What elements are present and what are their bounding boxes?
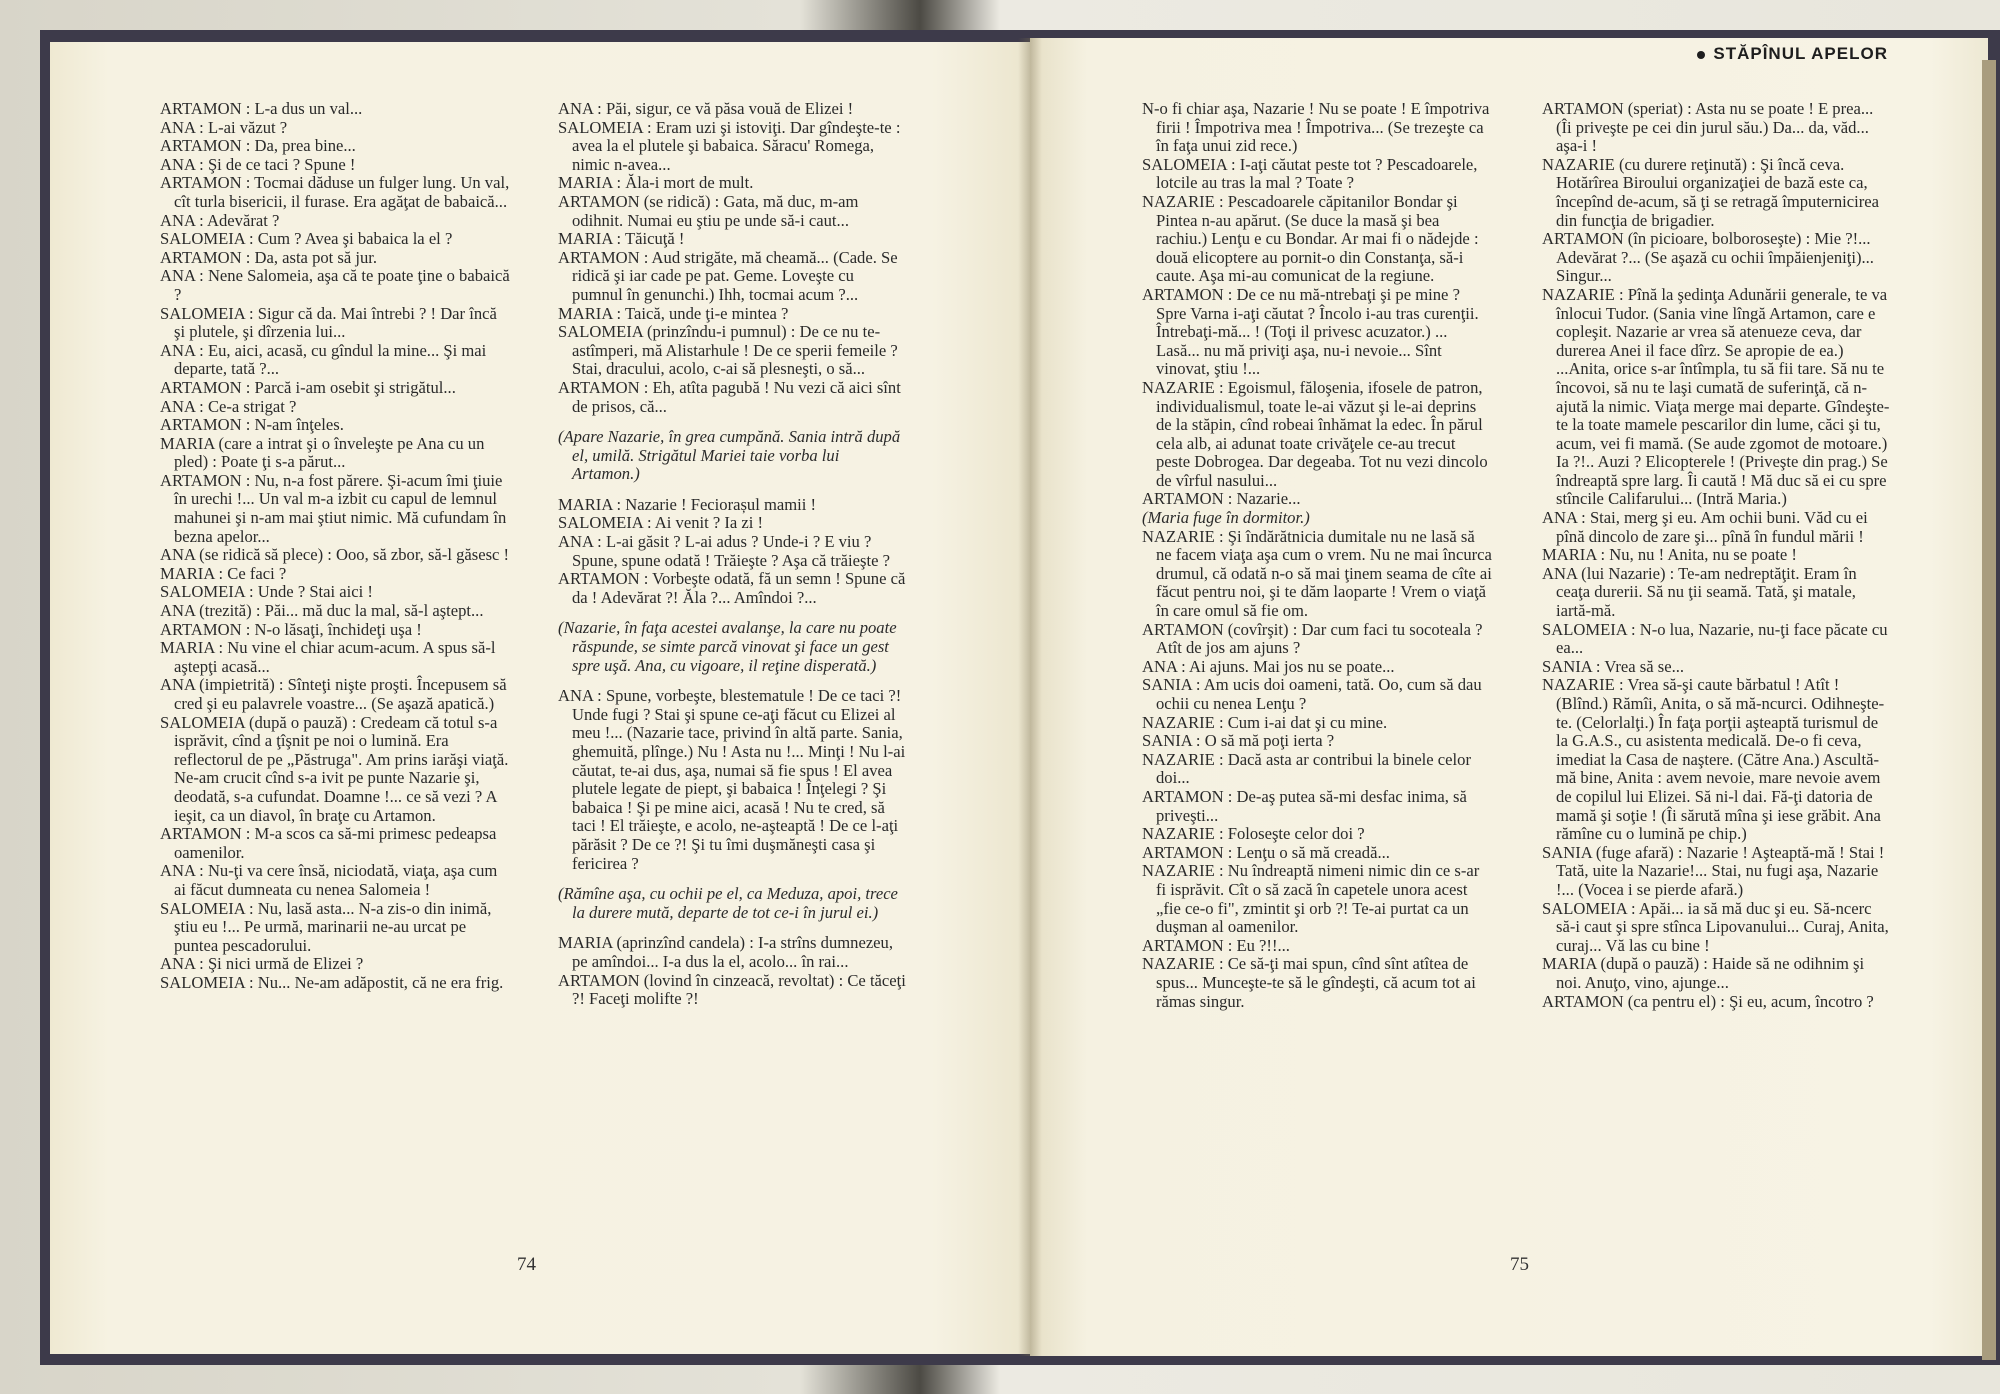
dialogue-line: ARTAMON : Lenţu o să mă creadă... [1142,842,1390,862]
dialogue-line: ARTAMON : N-am înţeles. [160,415,344,435]
dialogue-line: MARIA : Nazarie ! Feciorașul mamii ! [558,494,817,514]
dialogue-line: ARTAMON : Nazarie... [1142,489,1301,509]
dialogue-line: ANA : Şi nici urmă de Elizei ? [160,954,364,974]
dialogue-line: SALOMEIA : Eram uzi şi istoviţi. Dar gîndeşte-te : avea la el plutele şi babaica. Săracu' Romega, nimic n-avea... [558,117,901,174]
dialogue-line: SANIA : O să mă poţi ierta ? [1142,731,1335,751]
dialogue-line: ANA (lui Nazarie) : Te-am nedreptăţit. Eram în ceaţa durerii. Să nu ţii seamă. Tată, şi matale, iartă-mă. [1542,563,1857,621]
dialogue-line: MARIA (aprinzînd candela) : I-a strîns dumnezeu, pe amîndoi... I-a dus la el, acolo... în rai... [558,933,893,971]
dialogue-line: ARTAMON : Parcă i-am osebit şi strigătul... [160,377,456,397]
running-header: STĂPÎNUL APELOR [1697,44,1888,64]
dialogue-line: NAZARIE : Pescadoarele căpitanilor Bondar şi Pintea n-au apărut. (Se duce la masă şi bea rachiu.) Lenţu e cu Bondar. Ar mai fi o nădejde : două elicoptere au pornit-o din Constanţa, să-i caute. Aşa mi-au comunicat de la regiune. [1142,191,1479,286]
dialogue-line: SALOMEIA : Unde ? Stai aici ! [160,582,373,602]
bullet-icon [1697,51,1705,59]
dialogue-line: SALOMEIA : I-aţi căutat peste tot ? Pescadoarele, lotcile au tras la mal ? Toate ? [1142,154,1478,193]
dialogue-line: ARTAMON (lovind în cinzeacă, revoltat) : Ce tăceţi ?! Faceţi molifte ?! [558,970,906,1009]
dialogue-line: ARTAMON : Da, asta pot să jur. [160,247,378,267]
dialogue-line: MARIA : Nu vine el chiar acum-acum. A spus să-l aştepţi acasă... [160,638,496,676]
dialogue-line: ANA : Păi, sigur, ce vă păsa vouă de Elizei ! [558,99,854,118]
dialogue-line: SALOMEIA (prinzîndu-i pumnul) : De ce nu te-astîmperi, mă Alistarhule ! De ce sperii femeile ? Stai, dracului, acolo, c-ai să plesneşti, o să... [558,322,898,379]
dialogue-line: ANA : Adevărat ? [160,210,280,230]
dialogue-line: ANA : Stai, merg şi eu. Am ochii buni. Văd cu ei pînă dincolo de zare şi... pînă în fundul mării ! [1542,508,1868,546]
stage-direction: (Apare Nazarie, în grea cumpănă. Sania intră după el, umilă. Strigătul Mariei taie vorba lui Artamon.) [558,427,901,484]
dialogue-line: NAZARIE : Pînă la şedinţa Adunării generale, te va înlocui Tudor. (Sania vine lîngă Artamon, care e copleşit. Nazarie ar vrea să atenueze ceva, dar durerea Anei il face dîrz. Se apropie de ea.) ...Anita, orice s-ar întîmpla, tu să fii tare. Să nu te încovoi, să nu te laşi cumată de suferinţă, că n-ajută la nimic. Viaţa merge mai departe. Gîndeşte-te la toate mamele pescarilor din lume, căci şi tu, acum, vei fi mamă. (Se aude zgomot de motoare.) Ia ?!.. Auzi ? Elicopterele ! (Priveşte din prag.) Se îndreaptă spre larg. Îi caută ! Mă duc să ei cu spre stîncile Califarului... (Intră Maria.) [1542,284,1890,509]
dialogue-line: ARTAMON (în picioare, bolboroseşte) : Mie ?!... Adevărat ?... (Se aşază cu ochii împăienjeniţi)... Singur... [1542,229,1874,286]
column-4 [1542,100,1892,1011]
dialogue-line: NAZARIE : Vrea să-şi caute bărbatul ! Atît ! (Blînd.) Rămîi, Anita, o să mă-ncurci. Odihneşte-te. (Celorlalţi.) În faţa porţii aşteaptă turismul de la G.A.S., cu asistenta medicală. De-o fi ceva, imediat la Casa de naştere. (Către Ana.) Ascultă-mă bine, Anita : avem nevoie, mare nevoie avem de copilul lui Elizei. Să ni-l dai. Fă-ţi datoria de mamă şi soţie ! (Îi sărută mîna şi iese grăbit. Ana rămîne cu o lumină pe chip.) [1542,675,1885,844]
dialogue-line: ARTAMON (se ridică) : Gata, mă duc, m-am odihnit. Numai eu ştiu pe unde să-i caut... [558,191,859,230]
column-1 [160,100,510,993]
dialogue-line: ARTAMON : L-a dus un val... [160,99,363,118]
dialogue-line: ANA : Ce-a strigat ? [160,396,297,416]
book-spine [1018,38,1042,1356]
page-number-right: 75 [1510,1254,1529,1275]
dialogue-line: SALOMEIA : Nu... Ne-am adăpostit, că ne era frig. [160,972,504,992]
dialogue-line: MARIA : Taică, unde ţi-e mintea ? [558,303,789,323]
dialogue-line: MARIA (care a intrat şi o înveleşte pe Ana cu un pled) : Poate ţi s-a părut... [160,433,485,472]
dialogue-line: SANIA : Am ucis doi oameni, tată. Oo, cum să dau ochii cu nenea Lenţu ? [1142,675,1482,713]
dialogue-line: ANA (se ridică să plece) : Ooo, să zbor, să-l găsesc ! [160,545,510,565]
dialogue-line: ARTAMON : M-a scos ca să-mi primesc pedeapsa oamenilor. [160,824,497,862]
column-3 [1142,100,1492,1011]
dialogue-line: ANA (trezită) : Păi... mă duc la mal, să-l aştept... [160,601,484,621]
dialogue-line: SALOMEIA : Apăi... ia să mă duc şi eu. Să-ncerc să-i caut şi spre stînca Lipovanului... Curaj, Anita, curaj... Vă las cu bine ! [1542,898,1889,955]
column-2 [558,100,908,1009]
stage-direction: (Nazarie, în faţa acestei avalanşe, la care nu poate răspunde, se simte parcă vinovat şi face un gest spre uşă. Ana, cu vigoare, il reţine disperată.) [558,618,897,675]
dialogue-line: SALOMEIA : N-o lua, Nazarie, nu-ţi face păcate cu ea... [1542,619,1888,658]
dialogue-line: N-o fi chiar aşa, Nazarie ! Nu se poate ! E împotriva firii ! Împotriva mea ! Împotriva... (Se trezeşte ca în faţa unui zid rece.) [1142,99,1490,156]
dialogue-line: ARTAMON : De ce nu mă-ntrebaţi şi pe mine ? Spre Varna i-aţi căutat ? Încolo i-au tras curenţii. Întrebaţi-mă... ! (Toţi il privesc acuzator.) ... Lasă... nu mă priviţi aşa, nu-i nevoie... Sînt vinovat, ştiu !... [1142,284,1479,379]
dialogue-line: ARTAMON : Nu, n-a fost părere. Şi-acum îmi ţiuie în urechi !... Un val m-a izbit cu capul de lemnul mahunei şi n-am mai ştiut nimic. Mă cufundam în bezna apelor... [160,470,507,546]
dialogue-line: ARTAMON (covîrşit) : Dar cum faci tu socoteala ? Atît de jos am ajuns ? [1142,619,1483,658]
dialogue-line: SALOMEIA : Cum ? Avea şi babaica la el ? [160,229,453,249]
dialogue-line: ARTAMON : Eh, atîta pagubă ! Nu vezi că aici sînt de prisos, că... [558,377,901,416]
dialogue-line: ANA : Spune, vorbeşte, blestematule ! De ce taci ?! Unde fugi ? Stai şi spune ce-aţi făcut cu Elizei al meu !... (Nazarie tace, privind în altă parte. Sania, ghemuită, plînge.) Nu ! Asta nu !... Minţi ! Nu l-ai căutat, te-ai dus, aşa, numai să fie spus ! El avea plutele legate de piept, şi babaica ! Înţelegi ? Şi babaica ! Şi pe mine aici, acasă ! Nu te cred, să taci ! El trăieşte, e acolo, ne-aşteaptă ! De ce l-aţi părăsit ? De ce ?! Şi tu îmi duşmăneşti casa şi fericirea ? [558,686,906,873]
page-edges [1982,60,1996,1360]
dialogue-line: ARTAMON : Da, prea bine... [160,136,356,156]
dialogue-line: ARTAMON : Vorbeşte odată, fă un semn ! Spune că da ! Adevărat ?! Ăla ?... Amîndoi ?... [558,569,906,607]
dialogue-line: NAZARIE : Şi îndărătnicia dumitale nu ne lasă să ne facem viaţa aşa cum o vrem. Nu ne mai încurca drumul, că odată n-o să mai ţinem seama de cîte ai făcut pentru noi, şi te dăm laoparte ! Vrem o viaţă în care omul să fie om. [1142,526,1492,621]
dialogue-line: SALOMEIA : Nu, lasă asta... N-a zis-o din inimă, ştiu eu !... Pe urmă, marinarii ne-au urcat pe puntea pescadorului. [160,898,492,955]
dialogue-line: ANA : Eu, aici, acasă, cu gîndul la mine... Şi mai departe, tată ?... [160,340,487,379]
dialogue-line: ARTAMON (ca pentru el) : Şi eu, acum, încotro ? [1542,991,1874,1011]
dialogue-line: NAZARIE : Cum i-ai dat şi cu mine. [1142,712,1388,732]
dialogue-line: ANA : Nu-ţi va cere însă, niciodată, viaţa, aşa cum ai făcut dumneata cu nenea Salomeia ! [160,861,498,899]
dialogue-line: ANA (impietrită) : Sînteţi nişte proşti. Începusem să cred şi eu palavrele voastre... (Se aşază apatică.) [160,675,507,713]
dialogue-line: MARIA : Ăla-i mort de mult. [558,173,754,193]
dialogue-line: ARTAMON : Tocmai dăduse un fulger lung. Un val, cît turla bisericii, il furase. Era agăţat de babaică... [160,173,510,211]
dialogue-line: SANIA : Vrea să se... [1542,656,1685,676]
dialogue-line: MARIA (după o pauză) : Haide să ne odihnim şi noi. Anuţo, vino, ajunge... [1542,954,1865,992]
dialogue-line: SALOMEIA : Ai venit ? Ia zi ! [558,513,764,533]
dialogue-line: SALOMEIA (după o pauză) : Credeam că totul s-a isprăvit, cînd a ţîşnit pe noi o lumină. Era reflectorul de pe „Păstruga". Am prins iarăşi viaţă. Ne-am crucit cînd s-a ivit pe punte Nazarie şi, deodată, s-a cufundat. Doamne !... ce să vezi ? A ieşit, ca un diavol, în braţe cu Artamon. [160,712,509,825]
page-number-left: 74 [517,1254,536,1275]
dialogue-line: ANA : L-ai văzut ? [160,117,288,137]
dialogue-line: MARIA : Ce faci ? [160,563,287,583]
dialogue-line: NAZARIE : Egoismul, făloşenia, ifosele de patron, individualismul, toate le-ai văzut şi le-ai deprins de la stăpin, cînd robeai înhămat la edec. În părul cela alb, ai adunat toate crivăţele ce-au trecut peste Dobrogea. Dar degeaba. Tot nu vezi dincolo de vîrful nasului... [1142,377,1488,490]
dialogue-line: ARTAMON : De-aş putea să-mi desfac inima, să priveşti... [1142,786,1467,825]
dialogue-line: MARIA : Tăicuţă ! [558,229,685,249]
dialogue-line: NAZARIE : Ce să-ţi mai spun, cînd sînt atîtea de spus... Munceşte-te să le gîndeşti, că acum tot ai rămas singur. [1142,954,1476,1011]
dialogue-line: NAZARIE : Foloseşte celor doi ? [1142,824,1365,844]
dialogue-line: SALOMEIA : Sigur că da. Mai întrebi ? ! Dar încă şi plutele, şi dîrzenia lui... [160,303,497,342]
stage-direction: (Rămîne aşa, cu ochii pe el, ca Meduza, apoi, trece la durere mută, departe de tot ce-i în jurul ei.) [558,884,898,922]
dialogue-line: ANA : Şi de ce taci ? Spune ! [160,154,356,174]
dialogue-line: ARTAMON (speriat) : Asta nu se poate ! E prea... (Îi priveşte pe cei din jurul său.) Da... da, văd... aşa-i ! [1542,99,1874,156]
dialogue-line: ANA : Nene Salomeia, aşa că te poate ţine o babaică ? [160,266,510,304]
dialogue-line: SANIA (fuge afară) : Nazarie ! Aşteaptă-mă ! Stai ! Tată, uite la Nazarie!... Stai, nu fugi aşa, Nazarie !... (Vocea i se pierde afară.) [1542,842,1885,899]
dialogue-line: MARIA : Nu, nu ! Anita, nu se poate ! [1542,545,1797,565]
dialogue-line: ARTAMON : N-o lăsaţi, închideţi uşa ! [160,619,422,639]
dialogue-line: ANA : Ai ajuns. Mai jos nu se poate... [1142,656,1395,676]
dialogue-line: NAZARIE : Nu îndreaptă nimeni nimic din ce s-ar fi isprăvit. Cît o să zacă în capetele unora acest „fie ce-o fi", zmintit şi orb ?! Te-ai purtat ca un duşman al oamenilor. [1142,861,1480,937]
dialogue-line: ARTAMON : Aud strigăte, mă cheamă... (Cade. Se ridică şi iar cade pe pat. Geme. Loveşte cu pumnul în genunchi.) Ihh, tocmai acum ?... [558,247,898,304]
dialogue-line: NAZARIE : Dacă asta ar contribui la binele celor doi... [1142,749,1471,788]
dialogue-line: NAZARIE (cu durere reţinută) : Şi încă ceva. Hotărîrea Biroului organizaţiei de bază este ca, începînd de-acum, să ţi se retragă împuternicirea din funcţia de brigadier. [1542,154,1879,230]
stage-direction: (Maria fuge în dormitor.) [1142,508,1310,528]
dialogue-line: ANA : L-ai găsit ? L-ai adus ? Unde-i ? E viu ? Spune, spune odată ! Trăieşte ? Aşa că trăieşte ? [558,532,890,570]
dialogue-line: ARTAMON : Eu ?!!... [1142,935,1290,955]
